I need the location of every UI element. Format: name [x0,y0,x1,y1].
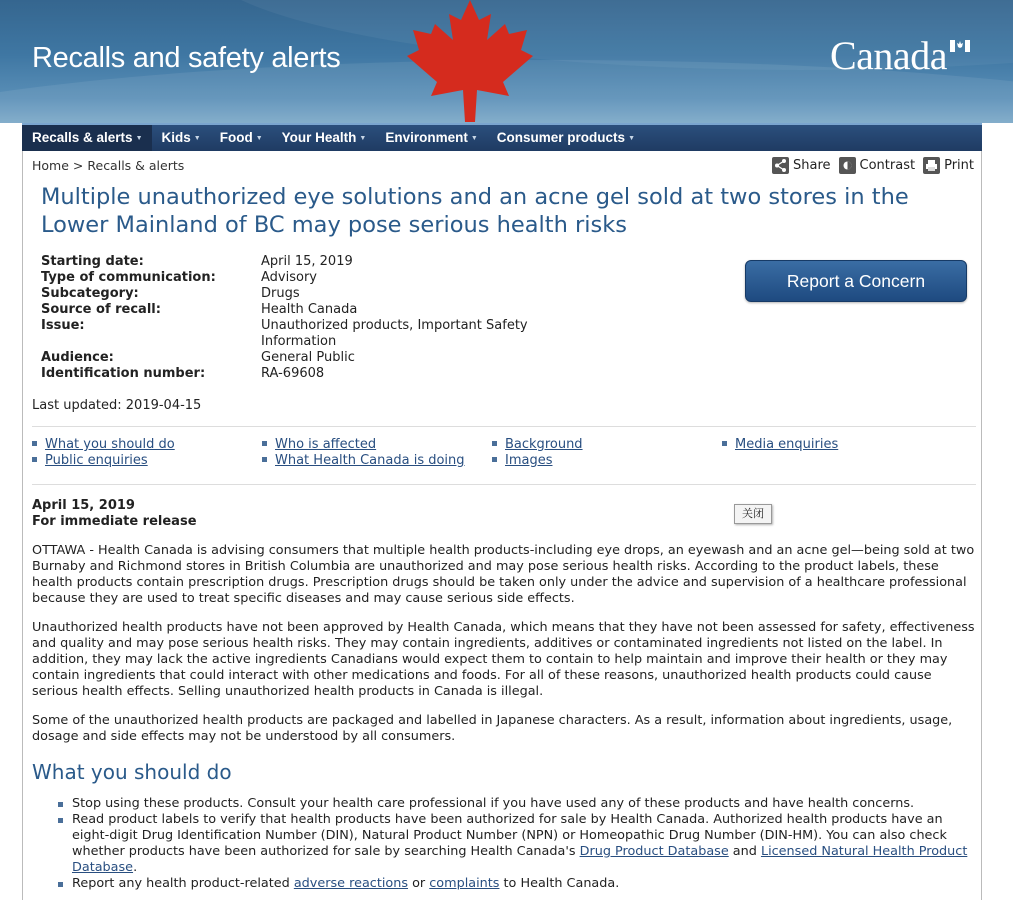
body-paragraph: Unauthorized health products have not been approved by Health Canada, which means that they have not been assessed for safety, effectiveness and quality and may pose serious health risks. They may contain ingredients, additives or contaminated ingredients not listed on the label. In addition, they may lack the active ingredients Canadians would expect them to contain to help maintain and improve their health or they may contain ingredients that could interact with other medications and foods. For all of these reasons, unauthorized health products could cause serious health effects. Selling unauthorized health products in Canada is illegal. [32,620,975,699]
section-heading-what-you-should-do: What you should do [32,760,232,784]
toc-item [32,453,148,469]
main-nav [22,123,982,151]
site-title[interactable]: Recalls and safety alerts [32,42,341,74]
meta-value: Health Canada [261,302,358,317]
list-item-text: Report any health product-related [72,876,294,891]
toc-link-what-you-should-do[interactable]: What you should do [45,437,175,452]
toc-item [492,437,583,453]
toc-link-public-enquiries[interactable]: Public enquiries [45,453,148,468]
drug-product-database-link[interactable]: Drug Product Database [579,844,729,859]
recall-metadata [41,254,541,382]
meta-key: Source of recall: [41,302,161,317]
caret-down-icon: ▼ [193,134,201,142]
bullet-icon [32,441,37,446]
nav-label: Environment [385,130,468,145]
page-title: Multiple unauthorized eye solutions and an acne gel sold at two stores in the Lower Mainland of BC may pose serious health risks [41,184,909,238]
print-label: Print [944,158,974,173]
nav-your-health[interactable] [272,125,376,151]
close-button[interactable]: 关闭 [734,504,772,524]
advice-list [56,796,976,892]
breadcrumb-separator: > [72,158,84,173]
meta-value: General Public [261,350,355,365]
print-button[interactable] [923,157,974,174]
list-item-text: Stop using these products. Consult your health care professional if you have used any of these products and have health concerns. [72,796,915,811]
licensed-nhp-database-link[interactable]: Licensed Natural Health Product Database [72,844,968,875]
meta-row [41,286,541,302]
toc-link-media-enquiries[interactable]: Media enquiries [735,437,839,452]
meta-row [41,270,541,286]
meta-value: April 15, 2019 [261,254,353,269]
toc-link-what-health-canada-is-doing[interactable]: What Health Canada is doing [275,453,465,468]
release-dateline [32,498,197,530]
breadcrumb-home[interactable]: Home [32,158,69,173]
complaints-link[interactable]: complaints [429,876,500,891]
share-label: Share [793,158,831,173]
bullet-icon [492,441,497,446]
meta-row [41,318,541,350]
meta-key: Issue: [41,318,85,333]
meta-key: Starting date: [41,254,144,269]
contrast-icon [839,157,856,174]
nav-recalls-alerts[interactable] [22,125,152,151]
list-item-text: and [728,844,761,859]
caret-down-icon: ▼ [470,134,478,142]
print-icon [923,157,940,174]
bullet-icon [492,457,497,462]
body-paragraph: Some of the unauthorized health products are packaged and labelled in Japanese characters. As a result, information about ingredients, usage, dosage and side effects may not be understood by all consumers. [32,713,953,744]
list-item-text: to Health Canada. [499,876,620,891]
page-tools [772,157,974,174]
meta-value: Unauthorized products, Important Safety Information [261,318,528,349]
contrast-button[interactable] [839,157,916,174]
breadcrumb [32,158,184,173]
share-button[interactable] [772,157,831,174]
meta-value: Drugs [261,286,300,301]
nav-food[interactable] [210,125,272,151]
caret-down-icon: ▼ [628,134,635,142]
meta-row [41,350,541,366]
list-item [56,812,976,876]
caret-down-icon: ▼ [135,134,143,142]
nav-environment[interactable] [375,125,486,151]
meta-row [41,302,541,318]
contrast-label: Contrast [859,158,916,173]
nav-label: Consumer products [496,130,626,145]
meta-row [41,366,541,382]
list-item [56,876,976,892]
nav-kids[interactable] [152,125,210,151]
list-item-text: Read product labels to verify that health products have been authorized for sale by Health Canada. Authorized health products have an eight-digit Drug Identification Number (DIN), Natural Product Number (NPN) or Homeopathic Drug Number (DIN-HM). You can also check whether products have been authorized for sale by searching Health Canada's [72,812,947,859]
caret-down-icon: ▼ [359,134,367,142]
toc-item [32,437,175,453]
release-date: April 15, 2019 [32,498,135,513]
breadcrumb-recalls[interactable]: Recalls & alerts [87,158,185,173]
toc-link-images[interactable]: Images [505,453,553,468]
meta-key: Subcategory: [41,286,139,301]
meta-key: Type of communication: [41,270,216,285]
toc-link-who-is-affected[interactable]: Who is affected [275,437,377,452]
adverse-reactions-link[interactable]: adverse reactions [293,876,409,891]
toc-item [262,453,465,469]
list-item-text: or [408,876,430,891]
nav-label: Food [219,130,253,145]
meta-row [41,254,541,270]
body-paragraph: OTTAWA - Health Canada is advising consumers that multiple health products-including eye drops, an eyewash and an acne gel—being sold at two Burnaby and Richmond stores in British Columbia are unauthorized and may pose serious health risks. According to the product labels, these health products contain prescription drugs. Prescription drugs should be taken only under the advice and supervision of a healthcare professional because they are used to treat specific diseases and may cause serious side effects. [32,543,975,606]
last-updated: Last updated: 2019-04-15 [32,398,202,413]
bullet-icon [262,457,267,462]
meta-key: Identification number: [41,366,206,381]
canada-wordmark: Canada [830,33,947,78]
report-concern-button[interactable]: Report a Concern [745,260,967,302]
site-banner [0,0,1013,123]
bullet-icon [262,441,267,446]
nav-label: Kids [161,130,191,145]
nav-label: Recalls & alerts [32,130,133,145]
bullet-icon [722,441,727,446]
list-item-text: . [133,860,138,875]
divider [32,484,976,485]
maple-leaf-icon [405,0,535,122]
toc-item [492,453,553,469]
release-note: For immediate release [32,514,197,529]
meta-value: Advisory [261,270,317,285]
toc-item [722,437,838,453]
toc-item [262,437,376,453]
share-icon [772,157,789,174]
nav-label: Your Health [281,130,357,145]
caret-down-icon: ▼ [255,134,263,142]
flag-icon [950,40,970,52]
meta-value: RA-69608 [261,366,325,381]
nav-consumer-products[interactable] [487,125,644,151]
list-item [56,796,976,812]
divider [32,426,976,427]
bullet-icon [32,457,37,462]
meta-key: Audience: [41,350,114,365]
toc-link-background[interactable]: Background [505,437,583,452]
